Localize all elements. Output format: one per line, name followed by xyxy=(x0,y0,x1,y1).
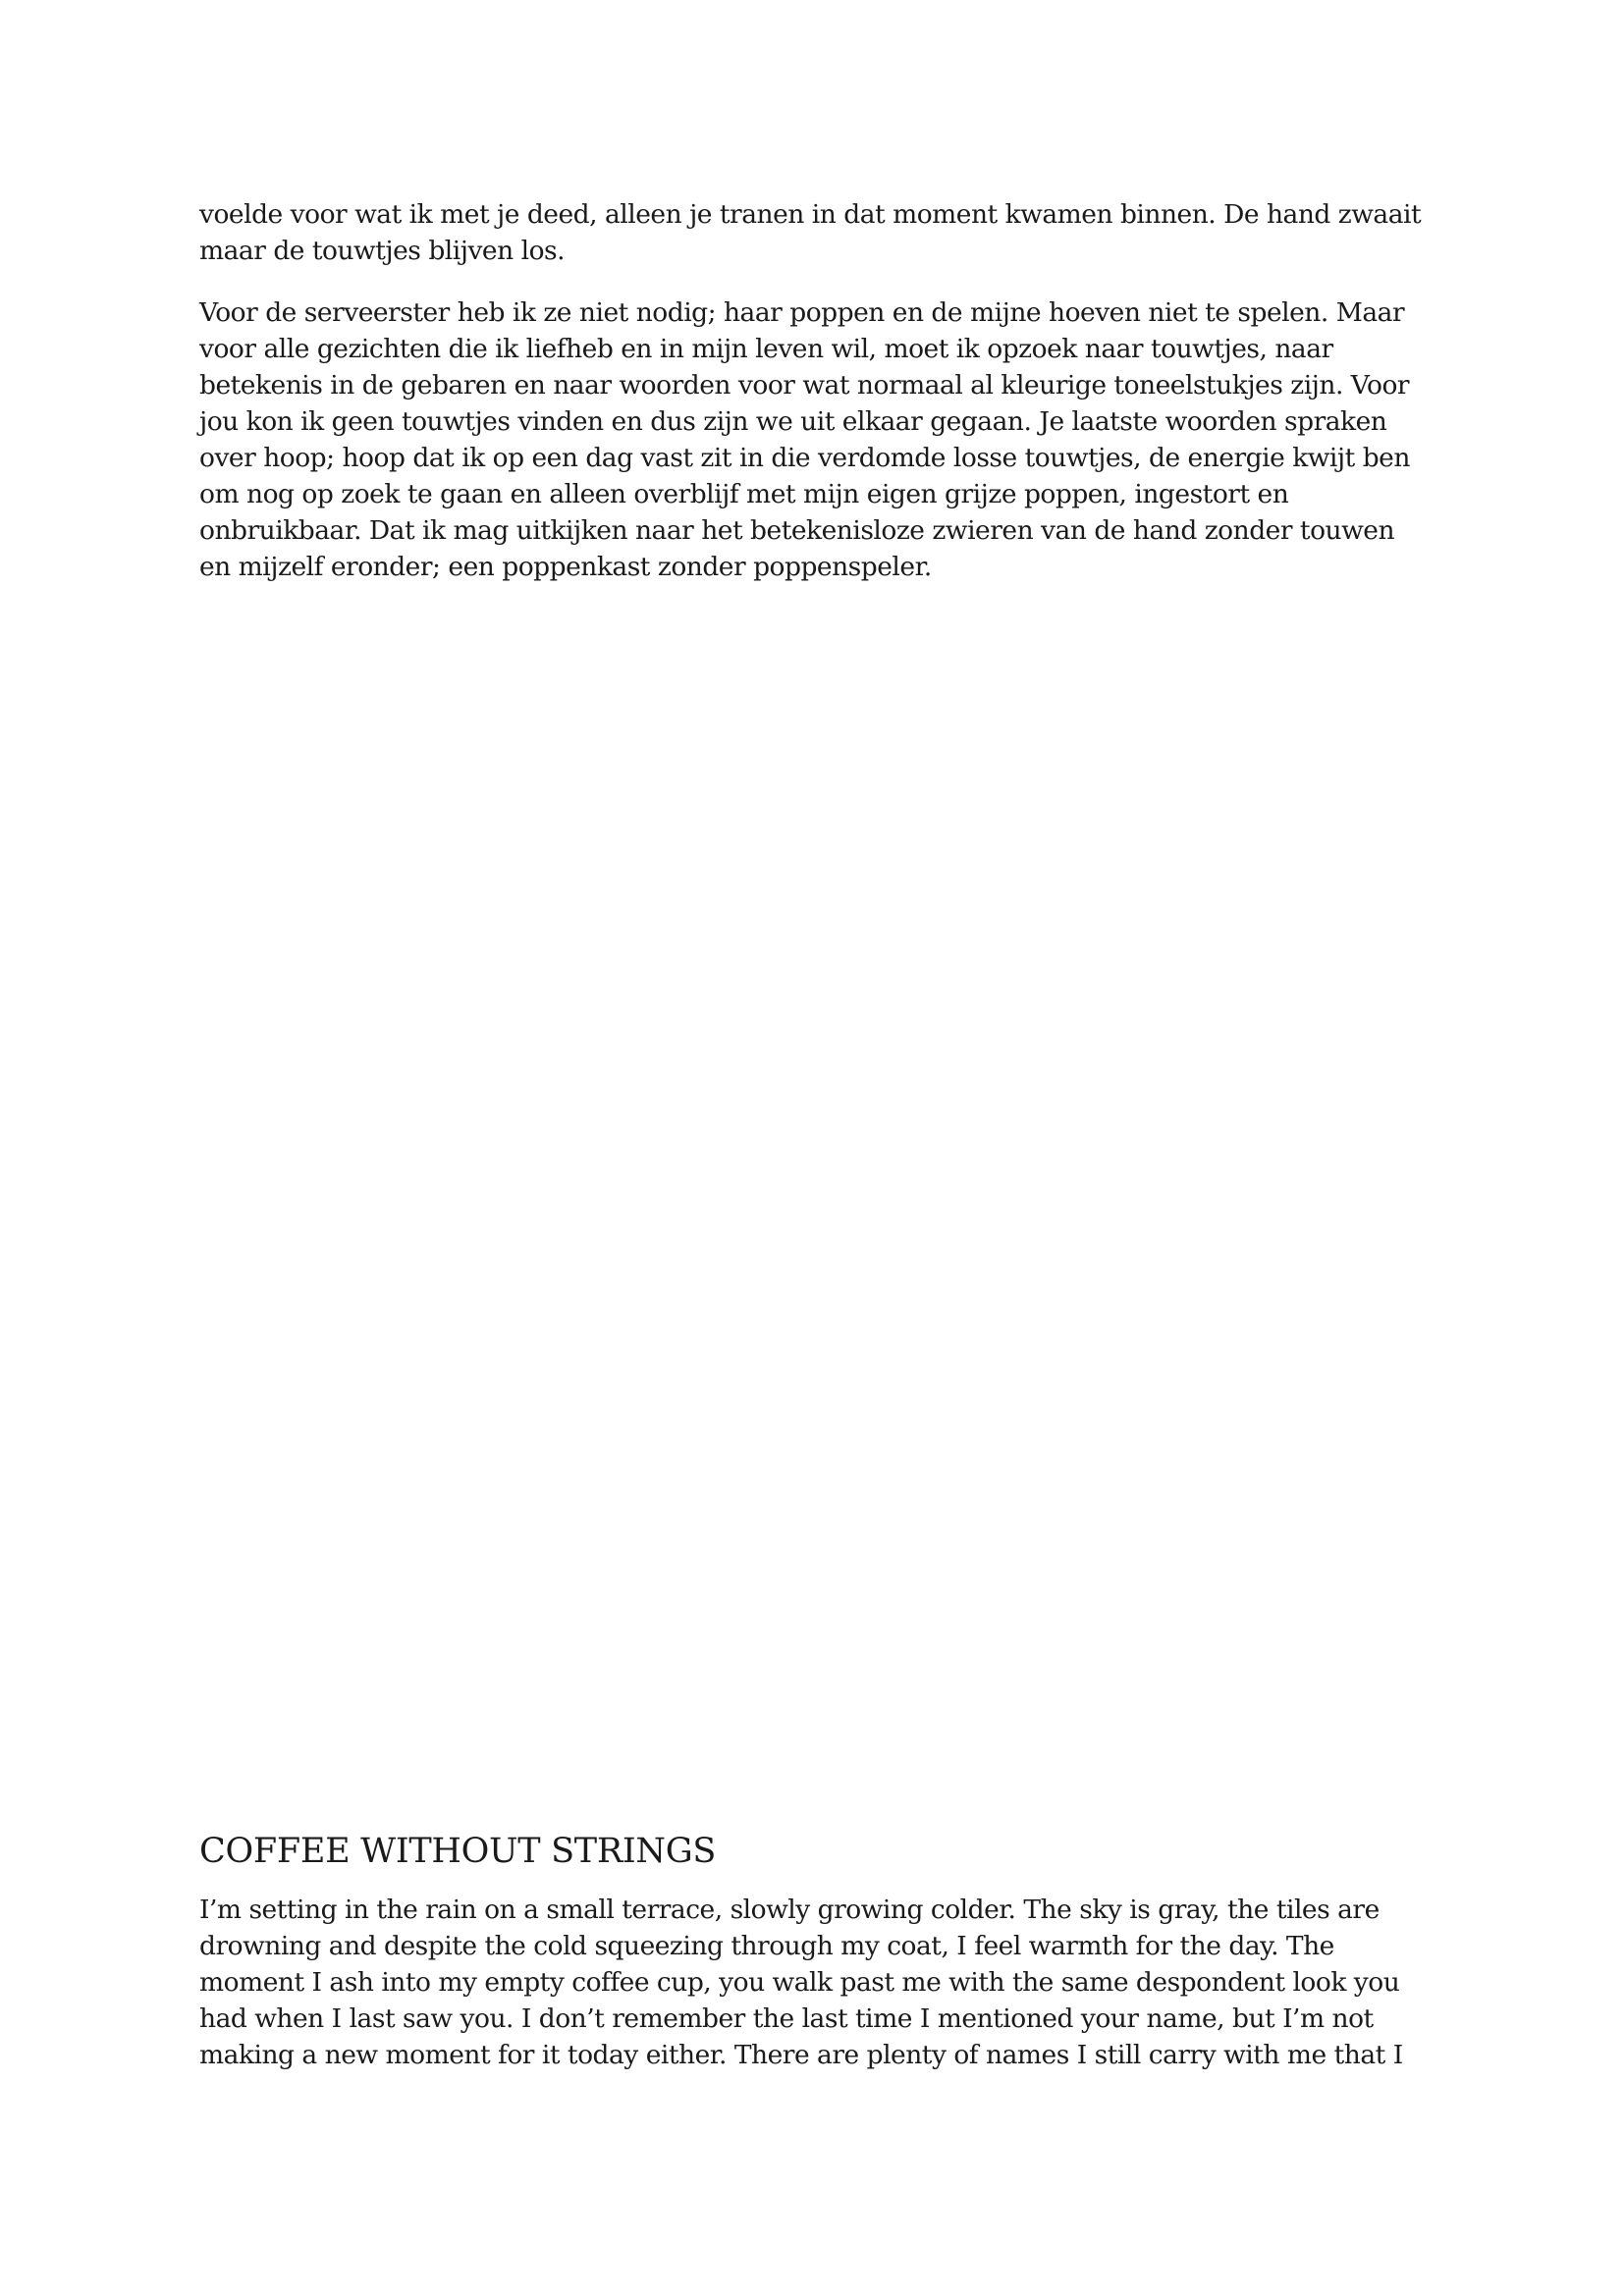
text-line: moment I ash into my empty coffee cup, you walk past me with the same despondent look you xyxy=(199,1967,1400,1998)
text-line: jou kon ik geen touwtjes vinden en dus zijn we uit elkaar gegaan. Je laatste woorden spraken xyxy=(199,406,1387,437)
paragraph-puppets xyxy=(199,294,1446,585)
paragraph-continuation xyxy=(199,196,1446,269)
text-line: had when I last saw you. I don’t remember the last time I mentioned your name, but I’m not xyxy=(199,2003,1374,2034)
section-heading: COFFEE WITHOUT STRINGS xyxy=(199,1832,717,1871)
text-line: en mijzelf eronder; een poppenkast zonder poppenspeler. xyxy=(199,552,932,582)
text-line: voor alle gezichten die ik liefheb en in mijn leven wil, moet ik opzoek naar touwtjes, naar xyxy=(199,334,1333,364)
text-line: making a new moment for it today either. There are plenty of names I still carry with me that I xyxy=(199,2040,1403,2070)
text-line: Voor de serveerster heb ik ze niet nodig; haar poppen en de mijne hoeven niet te spelen. Maar xyxy=(199,297,1405,328)
text-line: betekenis in de gebaren en naar woorden voor wat normaal al kleurige toneelstukjes zijn. Voor xyxy=(199,370,1410,400)
text-line: over hoop; hoop dat ik op een dag vast zit in die verdomde losse touwtjes, de energie kwijt ben xyxy=(199,443,1410,473)
text-line: voelde voor wat ik met je deed, alleen je tranen in dat moment kwamen binnen. De hand zwaait xyxy=(199,199,1422,230)
text-line: maar de touwtjes blijven los. xyxy=(199,236,566,266)
text-line: onbruikbaar. Dat ik mag uitkijken naar het betekenisloze zwieren van de hand zonder touwen xyxy=(199,515,1395,546)
text-line: I’m setting in the rain on a small terrace, slowly growing colder. The sky is gray, the tiles are xyxy=(199,1895,1380,1925)
text-line: om nog op zoek te gaan en alleen overblijf met mijn eigen grijze poppen, ingestort en xyxy=(199,479,1289,509)
section-heading-block xyxy=(199,1829,1446,1874)
paragraph-coffee xyxy=(199,1892,1446,2073)
text-line: drowning and despite the cold squeezing through my coat, I feel warmth for the day. The xyxy=(199,1931,1334,1961)
